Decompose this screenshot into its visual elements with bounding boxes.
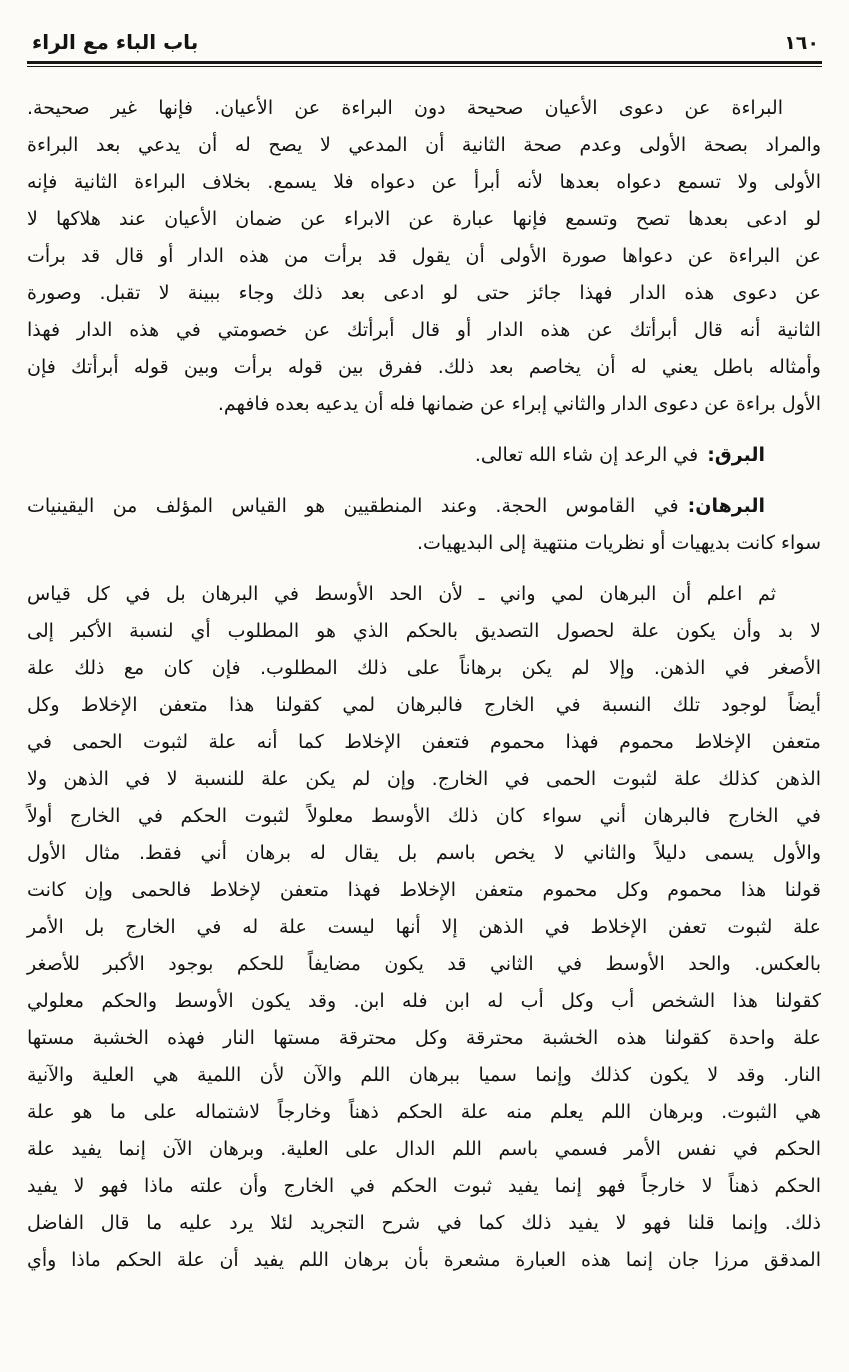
text-line: الأصغر في الذهن. وإلا لم يكن برهاناً على ذلك المطلوب. فإن كان مع ذلك علة	[27, 657, 821, 679]
page-header	[0, 0, 849, 54]
text-line: ذلك. وإنما قلنا فهو لا يفيد ذلك كما في شرح التجريد لئلا يرد عليه ما قال الفاضل	[27, 1212, 821, 1234]
text-line	[27, 437, 821, 474]
header-rule	[27, 61, 822, 67]
page-number: ١٦٠	[784, 32, 819, 54]
text-line: قولنا هذا محموم وكل محموم متعفن الإخلاط فهذا متعفن لإخلاط فالحمى وإن كانت	[27, 879, 821, 901]
text-line: هي الثبوت. وبرهان اللم يعلم منه علة الحكم ذهناً وخارجاً لاشتماله على ما هو علة	[27, 1101, 821, 1123]
entry-term-barq: البرق:	[707, 444, 765, 466]
text-line: الحكم ذهناً لا خارجاً فهو إنما يفيد ثبوت الحكم في الخارج وأن علته ماذا فهو لا يفيد	[27, 1175, 821, 1197]
text-line: أيضاً لوجود تلك النسبة في الخارج فالبرهان لمي كقولنا هذا متعفن الإخلاط وكل	[27, 694, 821, 716]
text-line: البراءة عن دعوى الأعيان صحيحة دون البراءة عن الأعيان. فإنها غير صحيحة.	[27, 97, 783, 119]
entry-barq	[27, 437, 821, 474]
text-line: والأول يسمى دليلاً والثاني لا يخص باسم بل يقال له برهان أني فقط. مثال الأول	[27, 842, 821, 864]
text-line: الثانية أنه قال أبرأتك عن هذه الدار أو قال أبرأتك عن خصومتي في هذه الدار فهذا	[27, 319, 821, 341]
entry-burhan	[27, 488, 821, 562]
text-line: الذهن كذلك علة لثبوت الحمى في الخارج. وإن لم يكن علة للنسبة لا في الذهن ولا	[27, 768, 821, 790]
text-line: والمراد بصحة الأولى وعدم صحة الثانية أن المدعي لا يصح له أن يدعي بعد البراءة	[27, 134, 821, 156]
text-line: وأمثاله باطل يعني له أن يخاصم بعد ذلك. ففرق بين قوله برأت وبين قوله أبرأتك فإن	[27, 356, 821, 378]
text-line: المدقق مرزا جان إنما هذه العبارة مشعرة بأن برهان اللم يفيد أن علة الحكم ماذا وأي	[27, 1249, 821, 1271]
text-line: سواء كانت بديهيات أو نظريات منتهية إلى البديهيات.	[417, 532, 821, 554]
text-line: ثم اعلم أن البرهان لمي واني ـ لأن الحد الأوسط في البرهان بل في كل قياس	[27, 583, 776, 605]
text-line: متعفن الإخلاط محموم فهذا محموم فتعفن الإخلاط كما أنه علة لثبوت الحمى في	[27, 731, 821, 753]
text-line: علة واحدة كقولنا هذه الخشبة محترقة وكل محترقة مستها النار فهذه الخشبة مستها	[27, 1027, 821, 1049]
page-body	[27, 90, 821, 1279]
text-line: لا بد وأن يكون علة لحصول التصديق بالحكم الذي هو المطلوب أي لنسبة الأكبر إلى	[27, 620, 821, 642]
paragraph-burhan-discussion	[27, 576, 821, 1279]
text-line	[27, 488, 821, 525]
entry-term-burhan: البرهان:	[687, 495, 765, 517]
text-line: عن دعوى هذه الدار فهذا جائز حتى لو ادعى بعد ذلك وجاء ببينة لا تقبل. وصورة	[27, 282, 821, 304]
text-line: لو ادعى بعدها تصح وتسمع فإنها عبارة عن الابراء عن ضمان الأعيان عند هلاكها لا	[27, 208, 821, 230]
entry-text-burhan: في القاموس الحجة. وعند المنطقيين هو القياس المؤلف من اليقينيات	[27, 495, 679, 517]
text-line: عن البراءة عن دعواها صورة الأولى أن يقول قد برأت من هذه الدار أو قال قد برأت	[27, 245, 821, 267]
text-line: النار. وقد لا يكون كذلك وإنما سميا ببرهان اللم والآن لأن اللمية هي العلية والآنية	[27, 1064, 821, 1086]
paragraph-baraa	[27, 90, 821, 423]
chapter-heading: باب الباء مع الراء	[32, 30, 199, 54]
text-line: في الخارج فالبرهان أني سواء كان ذلك الأوسط معلولاً لثبوت الحكم في الخارج أولاً	[27, 805, 821, 827]
text-line: بالعكس. والحد الأوسط في الثاني قد يكون مضايفاً للحكم بوجود الأكبر للأصغر	[27, 953, 821, 975]
text-line: علة لثبوت تعفن الإخلاط في الذهن إلا أنها ليست علة له في الخارج بل الأمر	[27, 916, 821, 938]
text-line: كقولنا هذا الشخص أب وكل أب له ابن فله ابن. وقد يكون الأوسط والحكم معلولي	[27, 990, 821, 1012]
text-line: الحكم في نفس الأمر فسمي باسم اللم الدال على العلية. وبرهان الآن إنما يفيد علة	[27, 1138, 821, 1160]
text-line: الأول براءة عن دعوى الدار والثاني إبراء عن ضمانها فله أن يدعيه بعده فافهم.	[217, 393, 821, 415]
entry-text-barq: في الرعد إن شاء الله تعالى.	[474, 444, 699, 466]
text-line: الأولى ولا تسمع دعواه بعدها لأنه أبرأ عن دعواه فلا يسمع. بخلاف البراءة الثانية فإنه	[27, 171, 821, 193]
